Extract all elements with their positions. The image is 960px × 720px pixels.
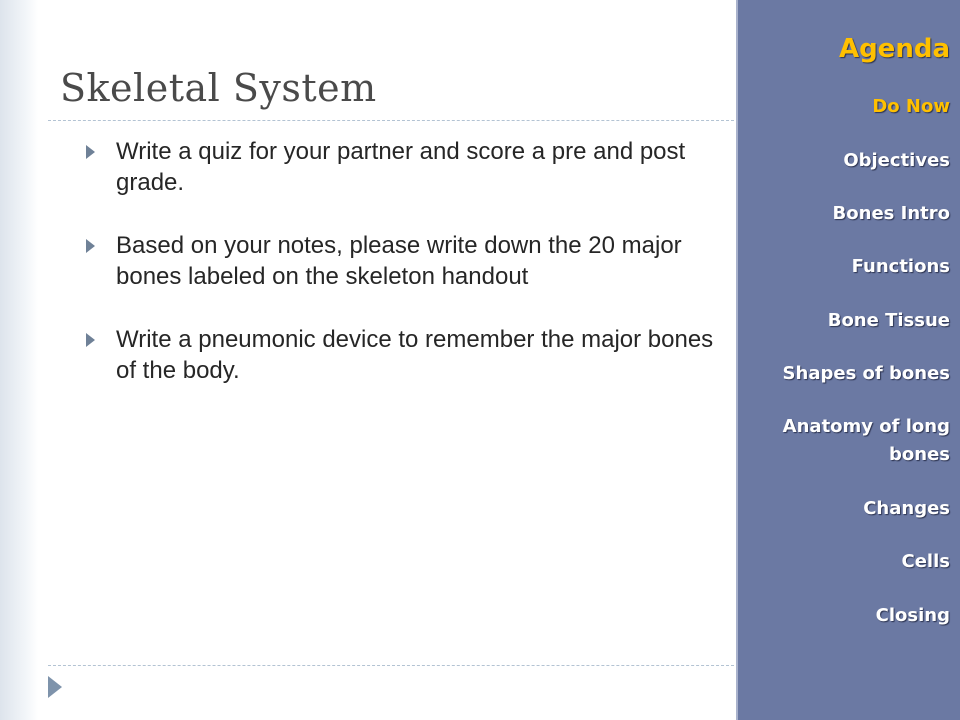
left-accent-strip bbox=[0, 0, 38, 720]
bullet-item bbox=[86, 230, 716, 292]
slide-title: Skeletal System bbox=[60, 66, 377, 110]
title-divider bbox=[48, 120, 734, 121]
bullet-arrow-icon bbox=[86, 239, 95, 253]
agenda-item-shapes-of-bones[interactable]: Shapes of bones bbox=[782, 363, 950, 384]
agenda-item-bone-tissue[interactable]: Bone Tissue bbox=[827, 310, 950, 331]
bullet-arrow-icon bbox=[86, 333, 95, 347]
agenda-item-anatomy-of-long-bones[interactable]: Anatomy of long bones bbox=[782, 416, 950, 465]
bullet-text: Based on your notes, please write down the 20 major bones labeled on the skeleton handout bbox=[116, 232, 682, 290]
agenda-item-cells[interactable]: Cells bbox=[901, 551, 950, 572]
bullet-item bbox=[86, 324, 716, 386]
bullet-text: Write a pneumonic device to remember the major bones of the body. bbox=[116, 326, 714, 384]
footer-arrow-icon bbox=[48, 676, 62, 698]
agenda-item-bones-intro[interactable]: Bones Intro bbox=[832, 203, 950, 224]
agenda-item-functions[interactable]: Functions bbox=[851, 256, 950, 277]
bullet-arrow-icon bbox=[86, 145, 95, 159]
bullet-item bbox=[86, 136, 716, 198]
agenda-sidebar bbox=[736, 0, 960, 720]
agenda-item-do-now[interactable]: Do Now bbox=[872, 96, 950, 117]
bullet-text: Write a quiz for your partner and score a pre and post grade. bbox=[116, 138, 686, 196]
agenda-item-objectives[interactable]: Objectives bbox=[843, 150, 950, 171]
agenda-title: Agenda bbox=[838, 34, 950, 64]
agenda-item-closing[interactable]: Closing bbox=[875, 605, 950, 626]
footer-divider bbox=[48, 665, 734, 666]
bullet-list bbox=[86, 136, 716, 418]
agenda-item-changes[interactable]: Changes bbox=[863, 498, 950, 519]
